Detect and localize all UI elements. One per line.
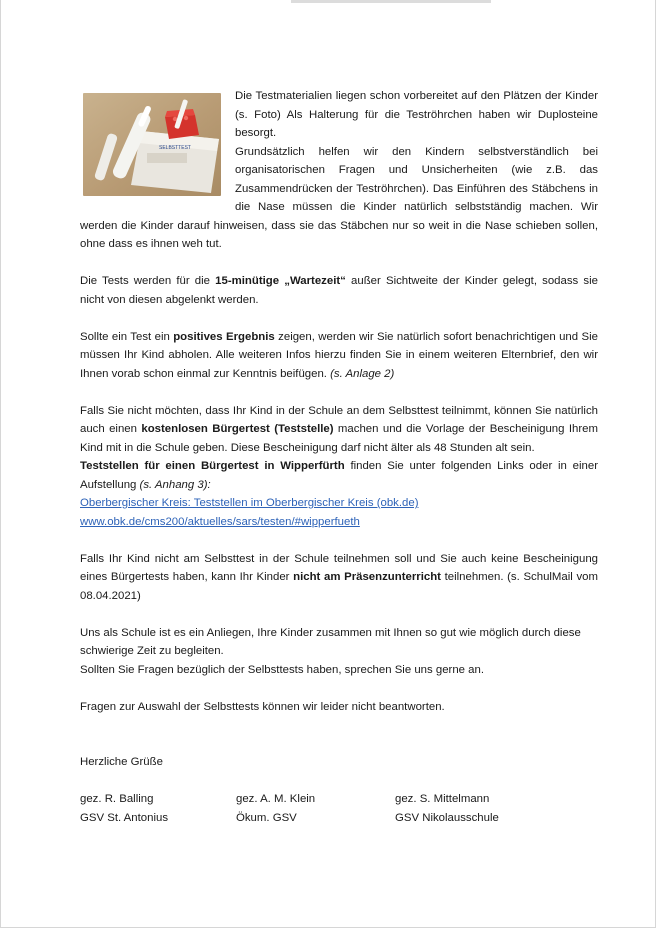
signature-school: GSV St. Antonius — [80, 812, 169, 824]
signature-school: Ökum. GSV — [236, 812, 297, 824]
positive-paragraph: Sollte ein Test ein positives Ergebnis zeigen, werden wir Sie natürlich sofort benachrichtigen und Sie müssen Ihr Kind abholen. Alle weiteren Infos hierzu finden Sie in einem weiteren Elternbrief, den wir Ihnen vorab schon einmal zur Kenntnis beifügen. (s. Anlage 2) — [80, 330, 598, 380]
signature-name: gez. A. M. Klein — [236, 793, 316, 805]
concern-paragraph: Uns als Schule ist es ein Anliegen, Ihre Kinder zusammen mit Ihnen so gut wie möglich durch diese schwierige Zeit zu begleiten. — [80, 626, 581, 657]
closing-greeting: Herzliche Grüße — [80, 756, 163, 768]
signature-school: GSV Nikolausschule — [395, 812, 499, 824]
page-top-tab — [291, 0, 491, 3]
test-kit-photo — [83, 93, 221, 196]
selection-paragraph: Fragen zur Auswahl der Selbsttests können wir leider nicht beantworten. — [80, 700, 445, 713]
letter-body — [80, 87, 598, 828]
intro-paragraph: Die Testmaterialien liegen schon vorbereitet auf den Plätzen der Kinder (s. Foto) Als Halterung für die Teströhrchen haben wir Duplosteine besorgt. — [235, 90, 598, 139]
signature-block — [80, 790, 598, 828]
help-paragraph: Grundsätzlich helfen wir den Kindern selbstverständlich bei organisatorischen Fragen und Unsicherheiten (wie z.B. das Zusammendrücken der Teströhrchen). Das Einführen des Stäbchens in die Nase müssen die Kinder natürlich selbstständig machen. Wir werden die Kinder darauf hinweisen, dass sie das Stäbchen nur so weit in die Nase schieben sollen, ohne dass es ihnen weh tut. — [80, 145, 598, 250]
citizen-test-paragraph: Falls Sie nicht möchten, dass Ihr Kind in der Schule an dem Selbsttest teilnimmt, können Sie natürlich auch einen kostenlosen Bürgertest (Teststelle) machen und die Vorlage der Bescheinigung Ihrem Kind mit in die Schule geben. Diese Bescheinigung darf nicht älter als 48 Stunden alt sein. — [80, 404, 598, 454]
signature-name: gez. R. Balling — [80, 793, 154, 805]
wait-paragraph: Die Tests werden für die 15-minütige „Wartezeit“ außer Sichtweite der Kinder gelegt, sodass sie nicht von diesen abgelenkt werden. — [80, 275, 598, 306]
no-test-paragraph: Falls Ihr Kind nicht am Selbsttest in der Schule teilnehmen soll und Sie auch keine Bescheinigung eines Bürgertests haben, kann Ihr Kinder nicht am Präsenzunterricht teilnehmen. (s. SchulMail vom 08.04.2021) — [80, 552, 598, 602]
questions-paragraph: Sollten Sie Fragen bezüglich der Selbsttests haben, sprechen Sie uns gerne an. — [80, 663, 484, 676]
obk-url-link[interactable]: www.obk.de/cms200/aktuelles/sars/testen/#wipperfueth — [80, 515, 360, 528]
test-kit-image — [83, 93, 221, 196]
signature-name: gez. S. Mittelmann — [395, 793, 490, 805]
kit-label: SELBSTTEST — [159, 145, 191, 151]
test-stations-link[interactable]: Oberbergischer Kreis: Teststellen im Oberbergischer Kreis (obk.de) — [80, 497, 419, 509]
test-stations-paragraph: Teststellen für einen Bürgertest in Wipperfürth finden Sie unter folgenden Links oder in einer Aufstellung (s. Anhang 3): — [80, 460, 598, 491]
